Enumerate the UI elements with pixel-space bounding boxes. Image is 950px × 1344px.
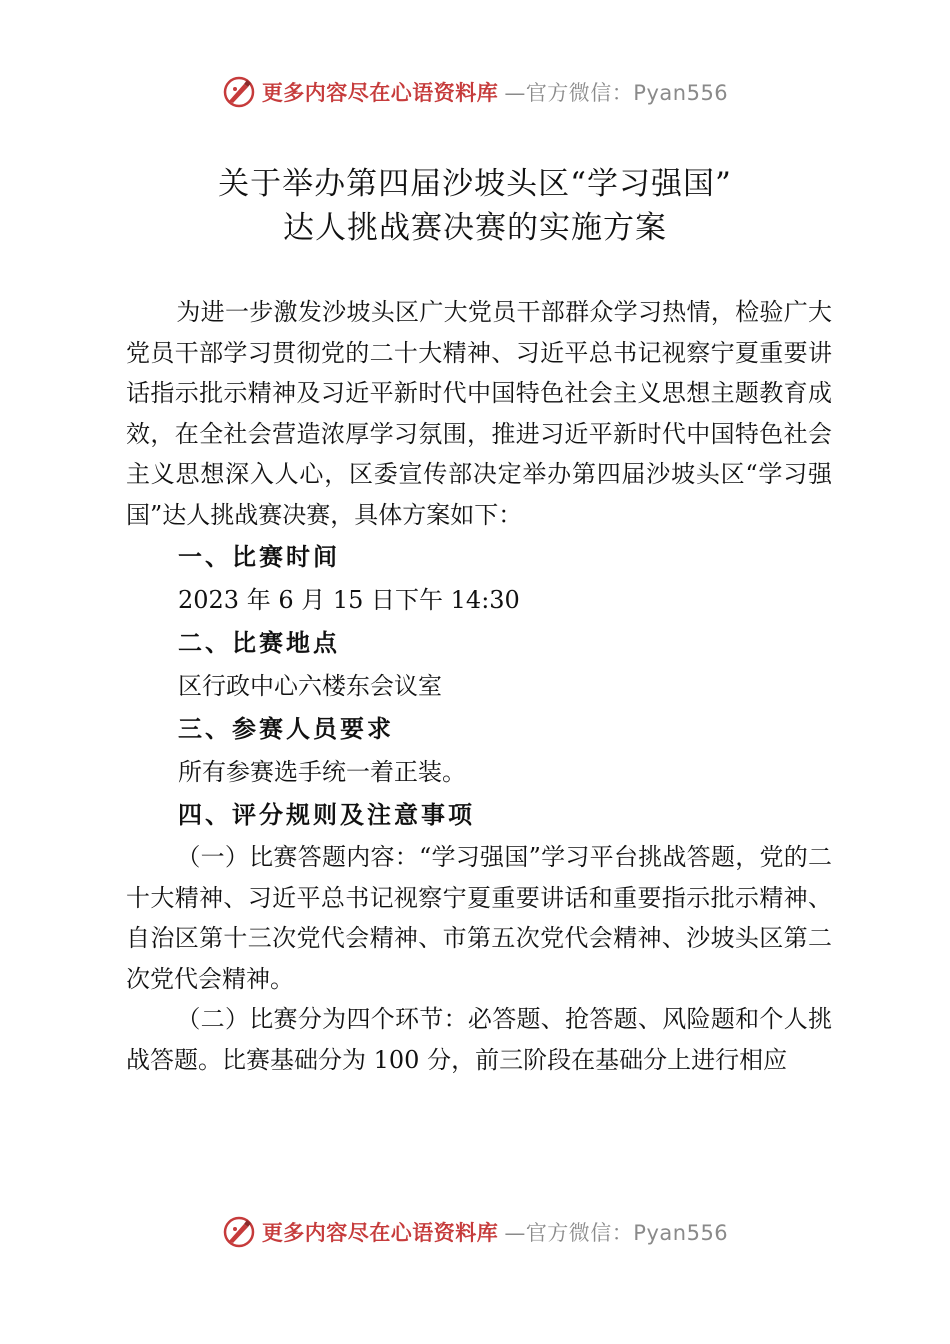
watermark-library-text: 更多内容尽在心语资料库 xyxy=(261,81,499,105)
document-body xyxy=(126,292,832,1080)
footer-watermark xyxy=(0,1212,950,1252)
watermark-wechat-text: —官方微信：Pyan556 xyxy=(504,1221,729,1245)
document-title xyxy=(0,162,950,250)
intro-paragraph: 为进一步激发沙坡头区广大党员干部群众学习热情，检验广大党员干部学习贯彻党的二十大精神、习近平总书记视察宁夏重要讲话指示批示精神及习近平新时代中国特色社会主义思想主题教育成效，在全社会营造浓厚学习氛围，推进习近平新时代中国特色社会主义思想深入人心，区委宣传部决定举办第四届沙坡头区“学习强国”达人挑战赛决赛，具体方案如下： xyxy=(126,298,832,529)
logo-pen-icon xyxy=(222,75,256,109)
section-heading-time: 一、比赛时间 xyxy=(178,542,340,571)
section-text-time: 2023 年 6 月 15 日下午 14:30 xyxy=(178,586,520,614)
rules-item-1: （一）比赛答题内容：“学习强国”学习平台挑战答题，党的二十大精神、习近平总书记视察宁夏重要讲话和重要指示批示精神、自治区第十三次党代会精神、市第五次党代会精神、沙坡头区第二次党代会精神。 xyxy=(126,843,832,993)
section-text-location: 区行政中心六楼东会议室 xyxy=(178,672,442,700)
section-heading-participants: 三、参赛人员要求 xyxy=(178,714,394,743)
title-line-1: 关于举办第四届沙坡头区“学习强国” xyxy=(218,166,732,202)
section-heading-location: 二、比赛地点 xyxy=(178,628,340,657)
rules-item-2: （二）比赛分为四个环节：必答题、抢答题、风险题和个人挑战答题。比赛基础分为 100 分，前三阶段在基础分上进行相应 xyxy=(126,1005,832,1074)
watermark-wechat-text: —官方微信：Pyan556 xyxy=(504,81,729,105)
title-line-2: 达人挑战赛决赛的实施方案 xyxy=(283,210,667,246)
logo-pen-icon xyxy=(222,1215,256,1249)
section-text-participants: 所有参赛选手统一着正装。 xyxy=(178,758,466,786)
section-heading-rules: 四、评分规则及注意事项 xyxy=(178,800,475,829)
header-watermark xyxy=(0,72,950,112)
watermark-library-text: 更多内容尽在心语资料库 xyxy=(261,1221,499,1245)
